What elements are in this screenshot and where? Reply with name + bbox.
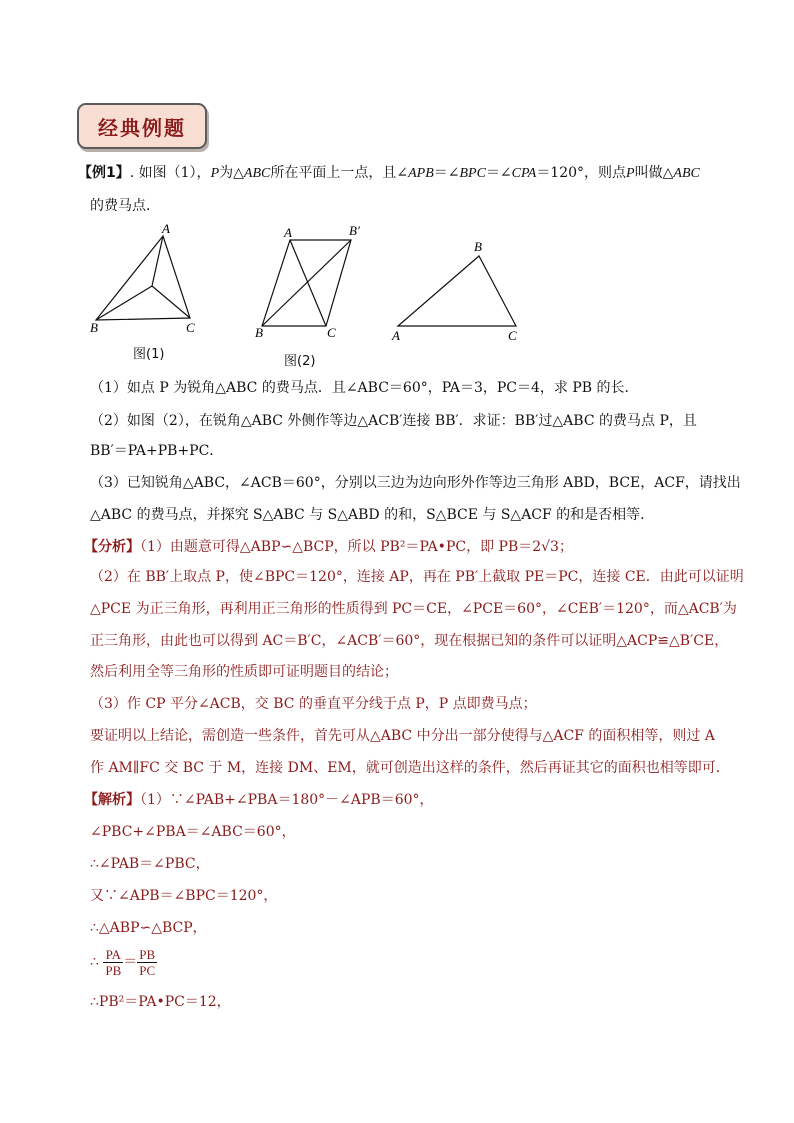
- denominator: PB: [105, 962, 122, 978]
- text: . 如图（1），: [129, 165, 211, 181]
- analysis-line-3: △PCE 为正三角形，再利用正三角形的性质得到 PC＝CE，∠PCE＝60°，∠CEB′＝120°，而△ACB′为: [90, 601, 737, 617]
- label-c-fig1: C: [186, 320, 195, 335]
- text: ＝∠: [485, 165, 512, 181]
- question-2-line-1: （2）如图（2），在锐角△ABC 外侧作等边△ACB′连接 BB′．求证：BB′过△ABC 的费马点 P，且: [90, 413, 697, 429]
- solution-line-2: ∠PBC+∠PBA＝∠ABC＝60°，: [90, 824, 296, 840]
- figure-3: [398, 256, 516, 326]
- text: APB: [408, 166, 434, 181]
- text: （1）∵∠PAB+∠PBA＝180°－∠APB＝60°，: [140, 792, 434, 808]
- text: ABC: [243, 166, 271, 181]
- segment-bbprime: [262, 240, 351, 326]
- figure-2-caption: 图(2): [284, 354, 316, 369]
- solution-line-4: 又∵∠APB＝∠BPC＝120°，: [90, 888, 278, 904]
- label-a-fig2: A: [284, 225, 292, 240]
- question-1: （1）如点 P 为锐角△ABC 的费马点．且∠ABC＝60°，PA＝3，PC＝4，求 PB 的长．: [90, 380, 639, 396]
- label-a-fig1: A: [162, 221, 170, 236]
- equals: ＝: [123, 954, 138, 970]
- triangle-abc-fig3: [398, 256, 516, 326]
- section-badge: [77, 103, 207, 149]
- numerator: PB: [139, 946, 156, 962]
- text: ＝120°，则点: [536, 165, 627, 181]
- solution-tag: 【解析】: [84, 792, 140, 808]
- analysis-line-4: 正三角形，由此也可以得到 AC＝B′C，∠ACB′＝60°，现在根据已知的条件可以证明△ACP≌△B′CE，: [90, 633, 729, 649]
- segment-pb: [96, 286, 152, 320]
- denominator: PC: [139, 962, 156, 978]
- analysis-line-2: （2）在 BB′上取点 P，使∠BPC＝120°，连接 AP，再在 PB′上截取 PE＝PC，连接 CE．由此可以证明: [90, 569, 744, 585]
- example-line-2: 的费马点．: [90, 198, 160, 214]
- figure-1-caption: 图(1): [133, 347, 165, 362]
- text: （1）由题意可得△ABP∽△BCP，所以 PB²＝PA•PC，即 PB＝2√3；: [140, 539, 573, 555]
- figure-2: [262, 240, 351, 326]
- analysis-line-6: （3）作 CP 平分∠ACB，交 BC 的垂直平分线于点 P，P 点即费马点；: [90, 696, 537, 712]
- text: 为△: [219, 165, 244, 181]
- label-b-fig2: B: [255, 325, 263, 340]
- text: 叫做△: [634, 165, 674, 181]
- text: BPC: [459, 166, 486, 181]
- numerator: PA: [103, 947, 123, 963]
- analysis-line-1: [84, 537, 573, 557]
- triangle-abc-fig1: [96, 236, 190, 320]
- solution-line-3: ∴∠PAB＝∠PBC，: [90, 856, 210, 872]
- analysis-line-5: 然后利用全等三角形的性质即可证明题目的结论；: [90, 664, 398, 680]
- analysis-line-8: 作 AM∥FC 交 BC 于 M，连接 DM、EM，就可创造出这样的条件，然后再证其它的面积也相等即可．: [90, 760, 730, 776]
- label-a-fig3: A: [392, 328, 400, 343]
- solution-line-5: ∴△ABP∽△BCP，: [90, 920, 207, 936]
- question-3-line-1: （3）已知锐角△ABC，∠ACB＝60°，分别以三边为边向形外作等边三角形 ABD，BCE，ACF，请找出: [90, 475, 741, 491]
- segment-ac: [290, 240, 326, 326]
- figure-1: [96, 236, 190, 320]
- label-bprime-fig2: B′: [349, 223, 360, 238]
- therefore: ∴: [90, 954, 99, 970]
- label-b-fig1: B: [90, 320, 98, 335]
- text: P: [210, 166, 220, 181]
- section-title: 经典例题: [98, 115, 186, 140]
- fraction-pa-pb: [103, 947, 123, 978]
- fraction-pb-pc: [137, 947, 157, 978]
- solution-line-1: [84, 790, 434, 810]
- text: CPA: [511, 166, 537, 181]
- analysis-line-7: 要证明以上结论，需创造一些条件，首先可从△ABC 中分出一部分使得与△ACF 的面积相等，则过 A: [90, 728, 715, 744]
- text: ABC: [673, 166, 700, 181]
- text: P: [626, 166, 635, 181]
- text: 所在平面上一点，且∠: [270, 165, 409, 181]
- example-line-1: [78, 163, 700, 184]
- question-2-line-2: BB′＝PA+PB+PC．: [90, 443, 224, 459]
- label-c-fig3: C: [508, 328, 517, 343]
- figures: [0, 220, 794, 380]
- analysis-tag: 【分析】: [84, 539, 140, 555]
- question-3-line-2: △ABC 的费马点，并探究 S△ABC 与 S△ABD 的和，S△BCE 与 S△ACF 的和是否相等．: [90, 507, 655, 523]
- solution-line-7: ∴PB²＝PA•PC＝12，: [90, 994, 231, 1010]
- solution-line-6: [90, 946, 157, 978]
- label-c-fig2: C: [327, 325, 336, 340]
- text: ＝∠: [433, 165, 460, 181]
- label-b-fig3: B: [474, 239, 482, 254]
- example-tag: 【例1】: [78, 165, 130, 181]
